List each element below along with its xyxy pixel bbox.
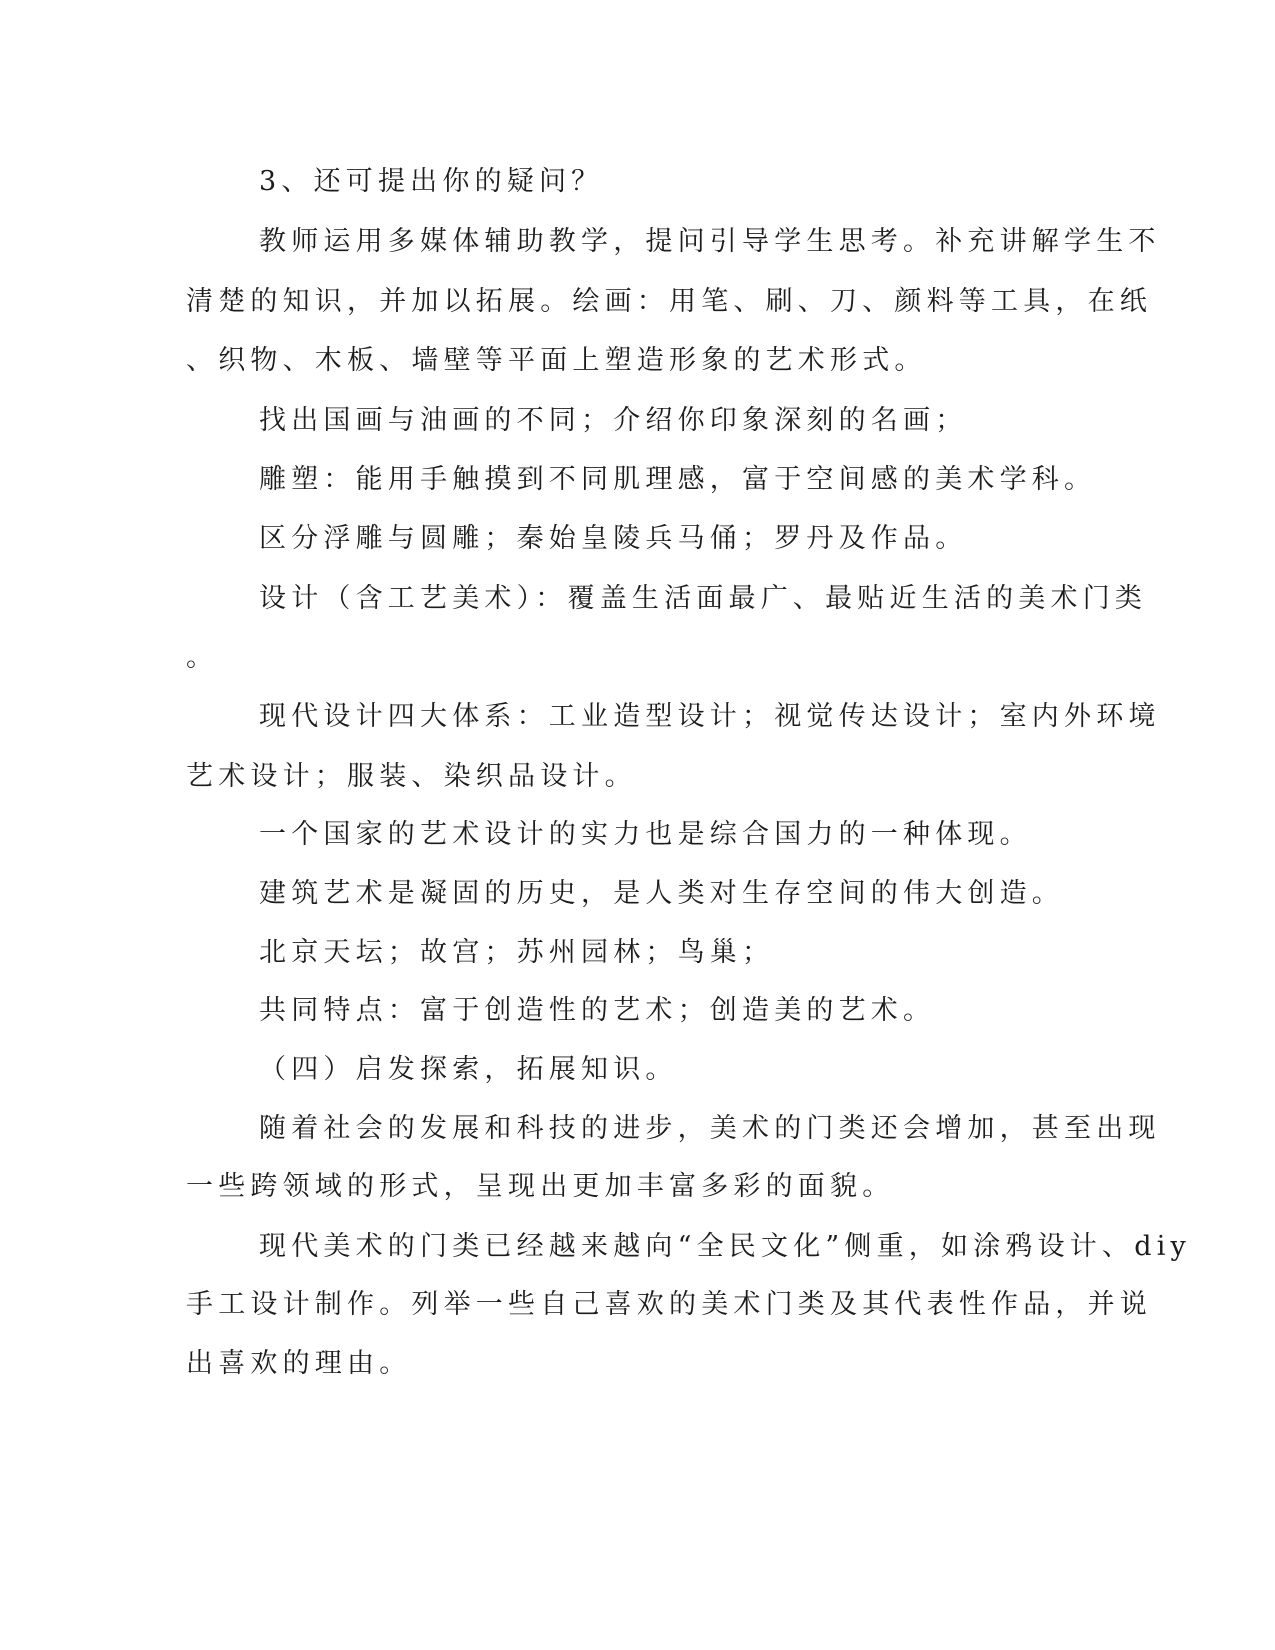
text-line: 一个国家的艺术设计的实力也是综合国力的一种体现。 bbox=[259, 819, 1032, 850]
text-line: 教师运用多媒体辅助教学，提问引导学生思考。补充讲解学生不 bbox=[259, 226, 1161, 257]
text-line: 建筑艺术是凝固的历史，是人类对生存空间的伟大创造。 bbox=[259, 878, 1064, 909]
text-line: 共同特点：富于创造性的艺术；创造美的艺术。 bbox=[259, 995, 936, 1026]
text-line: 手工设计制作。列举一些自己喜欢的美术门类及其代表性作品，并说 bbox=[186, 1289, 1152, 1320]
text-line: 雕塑：能用手触摸到不同肌理感，富于空间感的美术学科。 bbox=[259, 464, 1097, 495]
text-line: 、织物、木板、墙壁等平面上塑造形象的艺术形式。 bbox=[186, 345, 927, 376]
text-line: 找出国画与油画的不同；介绍你印象深刻的名画； bbox=[259, 405, 968, 436]
section-heading: （四）启发探索，拓展知识。 bbox=[259, 1054, 678, 1085]
text-line: 出喜欢的理由。 bbox=[186, 1348, 412, 1379]
text-line: 艺术设计；服装、染织品设计。 bbox=[186, 761, 637, 792]
text-line: 设计（含工艺美术）：覆盖生活面最广、最贴近生活的美术门类 bbox=[259, 583, 1148, 614]
text-line: 现代美术的门类已经越来越向“全民文化”侧重，如涂鸦设计、diy bbox=[259, 1231, 1191, 1262]
text-line: 随着社会的发展和科技的进步，美术的门类还会增加，甚至出现 bbox=[259, 1113, 1161, 1144]
text-line: 现代设计四大体系：工业造型设计；视觉传达设计；室内外环境 bbox=[259, 701, 1161, 732]
text-line: 区分浮雕与圆雕；秦始皇陵兵马俑；罗丹及作品。 bbox=[259, 523, 968, 554]
text-line: 。 bbox=[186, 642, 219, 673]
text-line: 一些跨领域的形式，呈现出更加丰富多彩的面貌。 bbox=[186, 1171, 895, 1202]
text-line: 北京天坛；故宫；苏州园林；鸟巢； bbox=[259, 937, 775, 968]
text-line: 清楚的知识，并加以拓展。绘画：用笔、刷、刀、颜料等工具，在纸 bbox=[186, 286, 1152, 317]
text-line-question: 3、还可提出你的疑问？ bbox=[259, 166, 604, 197]
